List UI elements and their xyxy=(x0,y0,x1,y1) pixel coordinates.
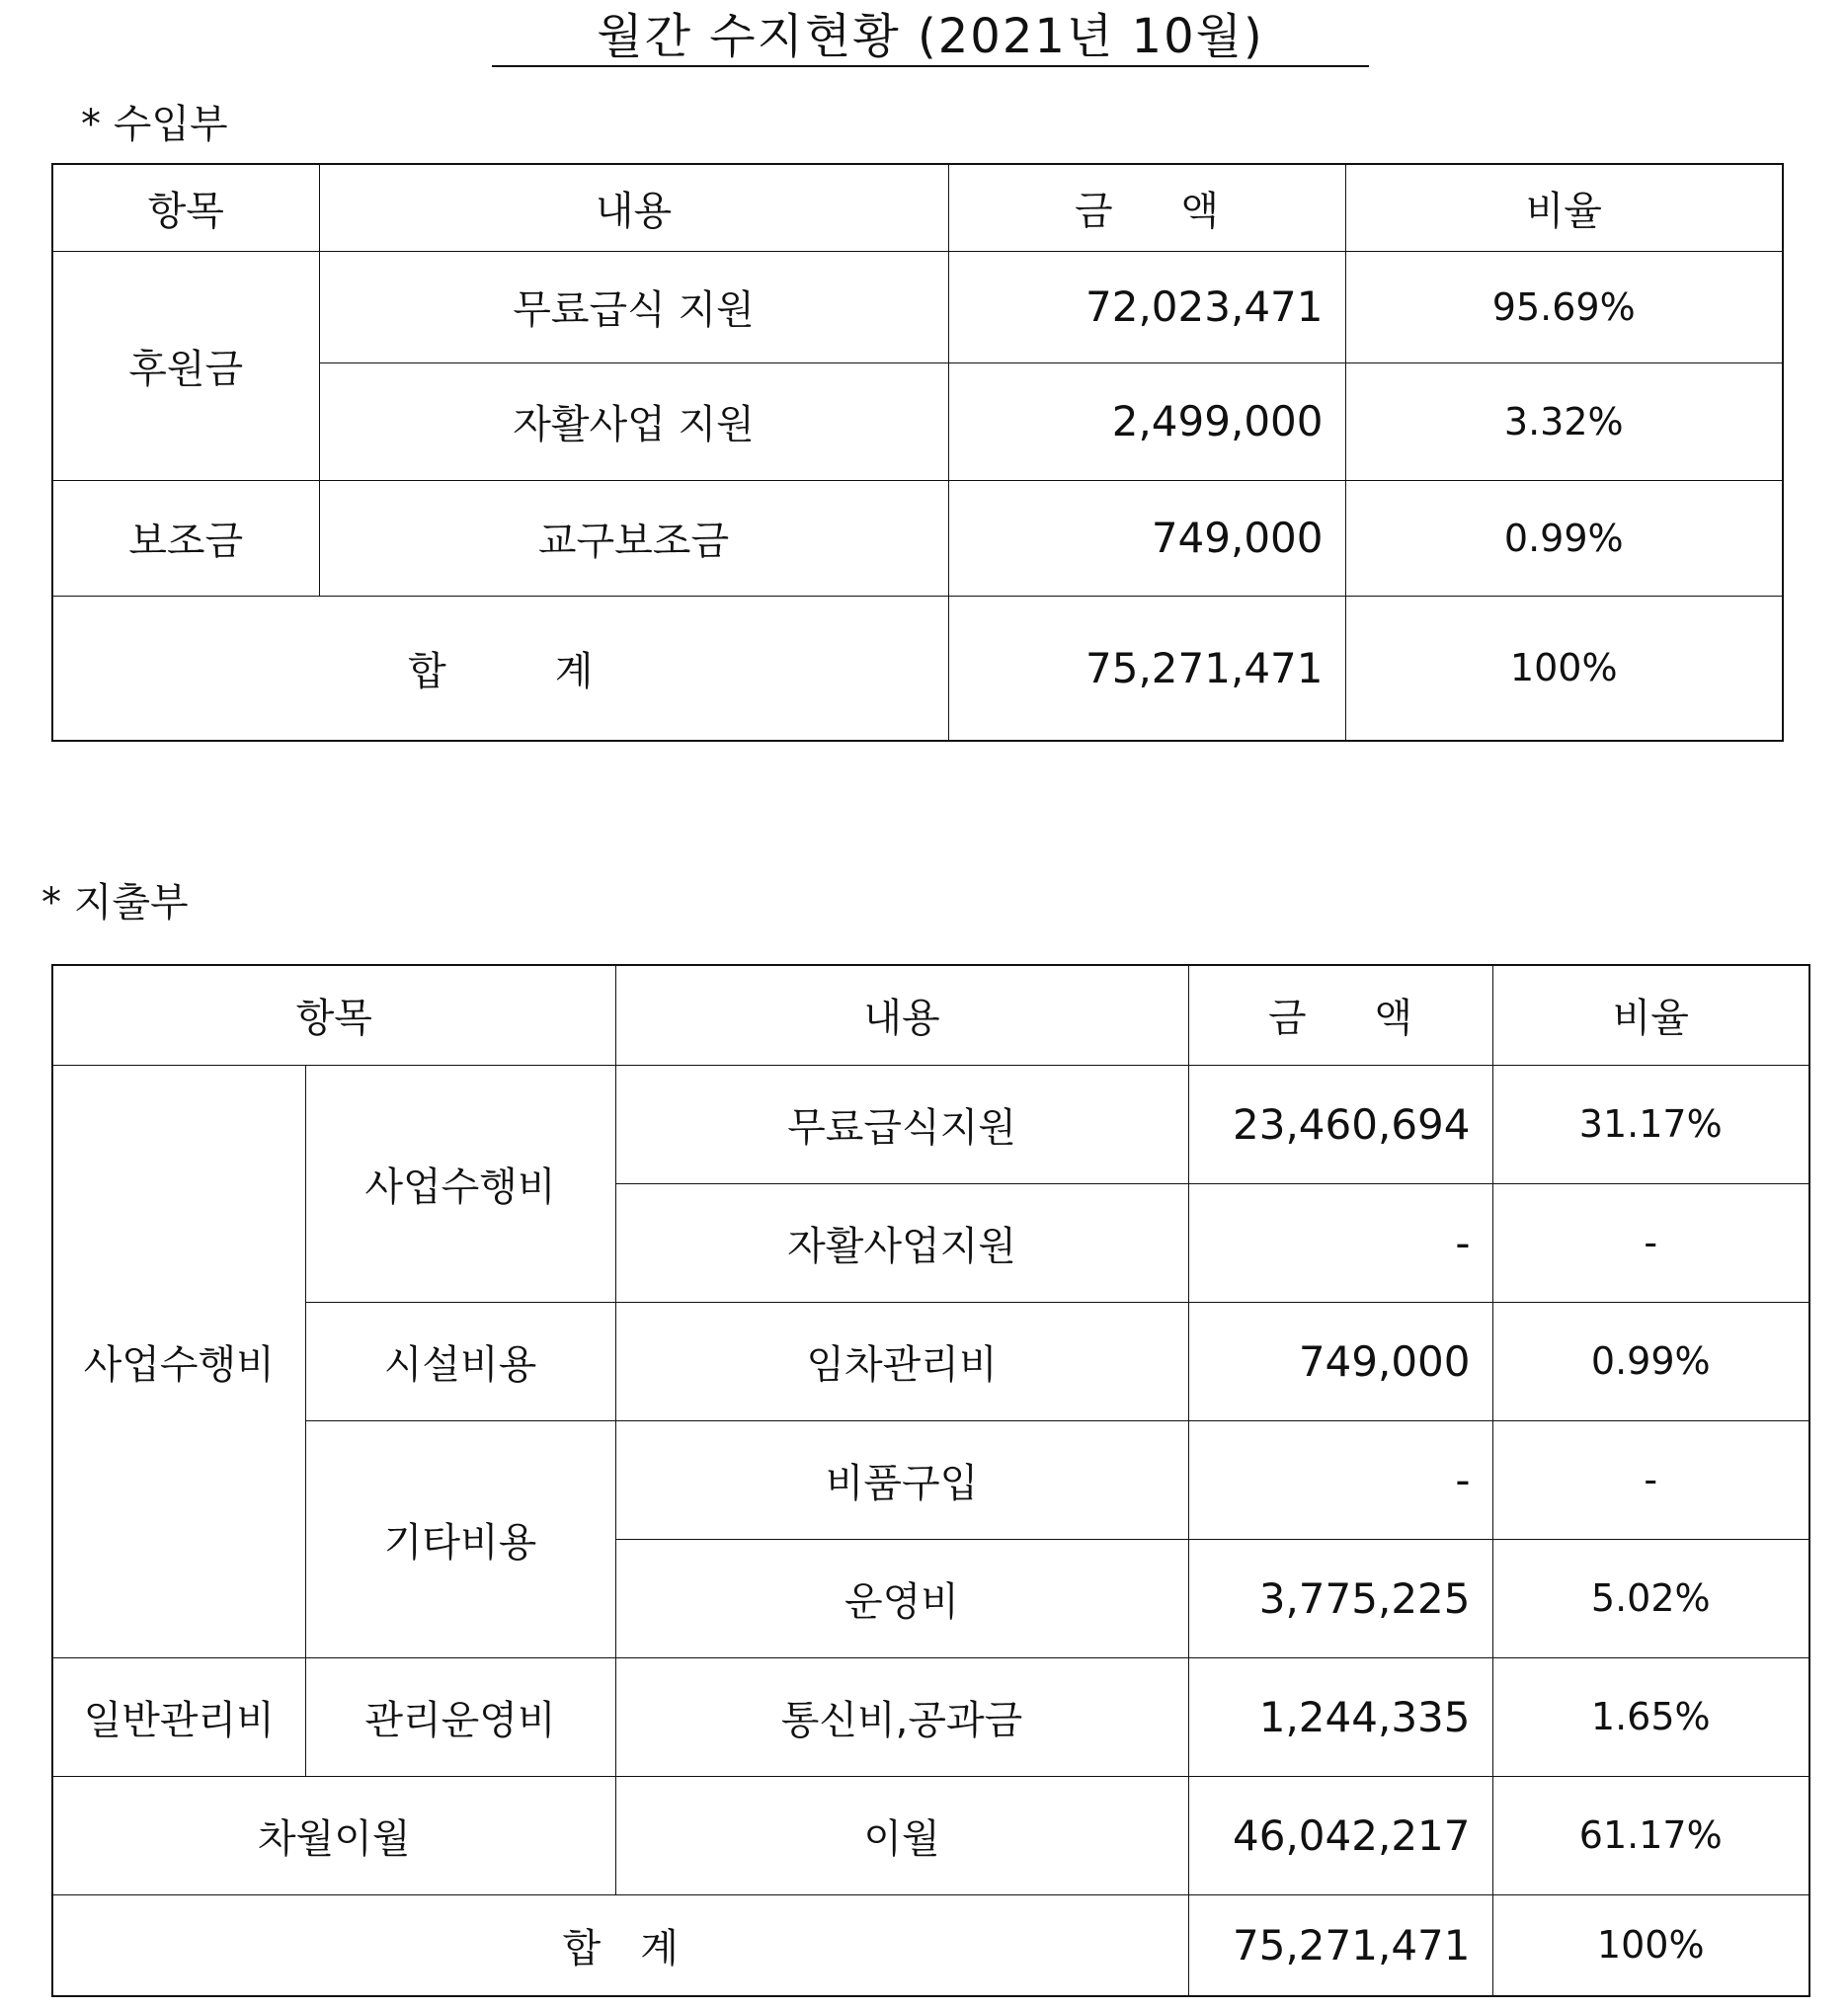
amount-cell: 2,499,000 xyxy=(948,362,1345,480)
total-ratio-cell: 100% xyxy=(1492,1894,1809,1996)
category-cell: 일반관리비 xyxy=(52,1657,305,1776)
header-ratio: 비율 xyxy=(1492,965,1809,1065)
subcategory-cell: 기타비용 xyxy=(305,1420,615,1657)
total-label-cell xyxy=(52,596,948,741)
ratio-cell: 1.65% xyxy=(1492,1657,1809,1776)
content-cell: 자활사업지원 xyxy=(615,1183,1188,1302)
header-category: 항목 xyxy=(52,164,319,251)
subcategory-cell: 시설비용 xyxy=(305,1302,615,1420)
content-cell: 무료급식지원 xyxy=(615,1065,1188,1183)
header-amount-text: 금 액 xyxy=(1268,996,1440,1042)
table-row xyxy=(52,1302,1809,1420)
ratio-cell: 0.99% xyxy=(1492,1302,1809,1420)
content-cell: 임차관리비 xyxy=(615,1302,1188,1420)
amount-cell: 46,042,217 xyxy=(1188,1776,1492,1894)
ratio-cell: 95.69% xyxy=(1345,251,1783,362)
table-header-row xyxy=(52,164,1783,251)
total-ratio-cell: 100% xyxy=(1345,596,1783,741)
total-label: 합계 xyxy=(562,1925,718,1971)
total-row xyxy=(52,596,1783,741)
subcategory-cell: 관리운영비 xyxy=(305,1657,615,1776)
category-cell: 차월이월 xyxy=(52,1776,615,1894)
table-row xyxy=(52,1420,1809,1539)
header-category: 항목 xyxy=(52,965,615,1065)
table-row xyxy=(52,1776,1809,1894)
category-cell: 보조금 xyxy=(52,480,319,596)
content-cell: 비품구입 xyxy=(615,1420,1188,1539)
ratio-cell: 61.17% xyxy=(1492,1776,1809,1894)
table-header-row xyxy=(52,965,1809,1065)
ratio-cell: 0.99% xyxy=(1345,480,1783,596)
expense-section-label: * 지출부 xyxy=(41,880,189,925)
income-section-label: * 수입부 xyxy=(81,102,228,147)
table-row xyxy=(52,1065,1809,1183)
content-cell: 통신비,공과금 xyxy=(615,1657,1188,1776)
ratio-cell: - xyxy=(1492,1420,1809,1539)
ratio-cell: - xyxy=(1492,1183,1809,1302)
header-amount xyxy=(948,164,1345,251)
content-cell: 이월 xyxy=(615,1776,1188,1894)
ratio-cell: 5.02% xyxy=(1492,1539,1809,1657)
header-content: 내용 xyxy=(319,164,948,251)
category-cell: 후원금 xyxy=(52,251,319,480)
amount-cell: 749,000 xyxy=(948,480,1345,596)
amount-cell: - xyxy=(1188,1183,1492,1302)
content-cell: 운영비 xyxy=(615,1539,1188,1657)
total-label: 합계 xyxy=(408,648,702,694)
expense-table xyxy=(51,964,1810,1997)
ratio-cell: 31.17% xyxy=(1492,1065,1809,1183)
header-amount-text: 금 액 xyxy=(1075,188,1246,234)
amount-cell: 749,000 xyxy=(1188,1302,1492,1420)
header-amount xyxy=(1188,965,1492,1065)
total-label-cell xyxy=(52,1894,1188,1996)
content-cell: 교구보조금 xyxy=(319,480,948,596)
table-row xyxy=(52,480,1783,596)
category-cell: 사업수행비 xyxy=(52,1065,305,1657)
total-amount-cell: 75,271,471 xyxy=(948,596,1345,741)
subcategory-cell: 사업수행비 xyxy=(305,1065,615,1302)
total-amount-cell: 75,271,471 xyxy=(1188,1894,1492,1996)
amount-cell: 72,023,471 xyxy=(948,251,1345,362)
table-row xyxy=(52,1657,1809,1776)
income-table xyxy=(51,163,1784,742)
amount-cell: - xyxy=(1188,1420,1492,1539)
page-title: 월간 수지현황 (2021년 10월) xyxy=(492,6,1369,67)
header-content: 내용 xyxy=(615,965,1188,1065)
ratio-cell: 3.32% xyxy=(1345,362,1783,480)
content-cell: 무료급식 지원 xyxy=(319,251,948,362)
total-row xyxy=(52,1894,1809,1996)
content-cell: 자활사업 지원 xyxy=(319,362,948,480)
amount-cell: 23,460,694 xyxy=(1188,1065,1492,1183)
table-row xyxy=(52,251,1783,362)
header-ratio: 비율 xyxy=(1345,164,1783,251)
amount-cell: 1,244,335 xyxy=(1188,1657,1492,1776)
amount-cell: 3,775,225 xyxy=(1188,1539,1492,1657)
